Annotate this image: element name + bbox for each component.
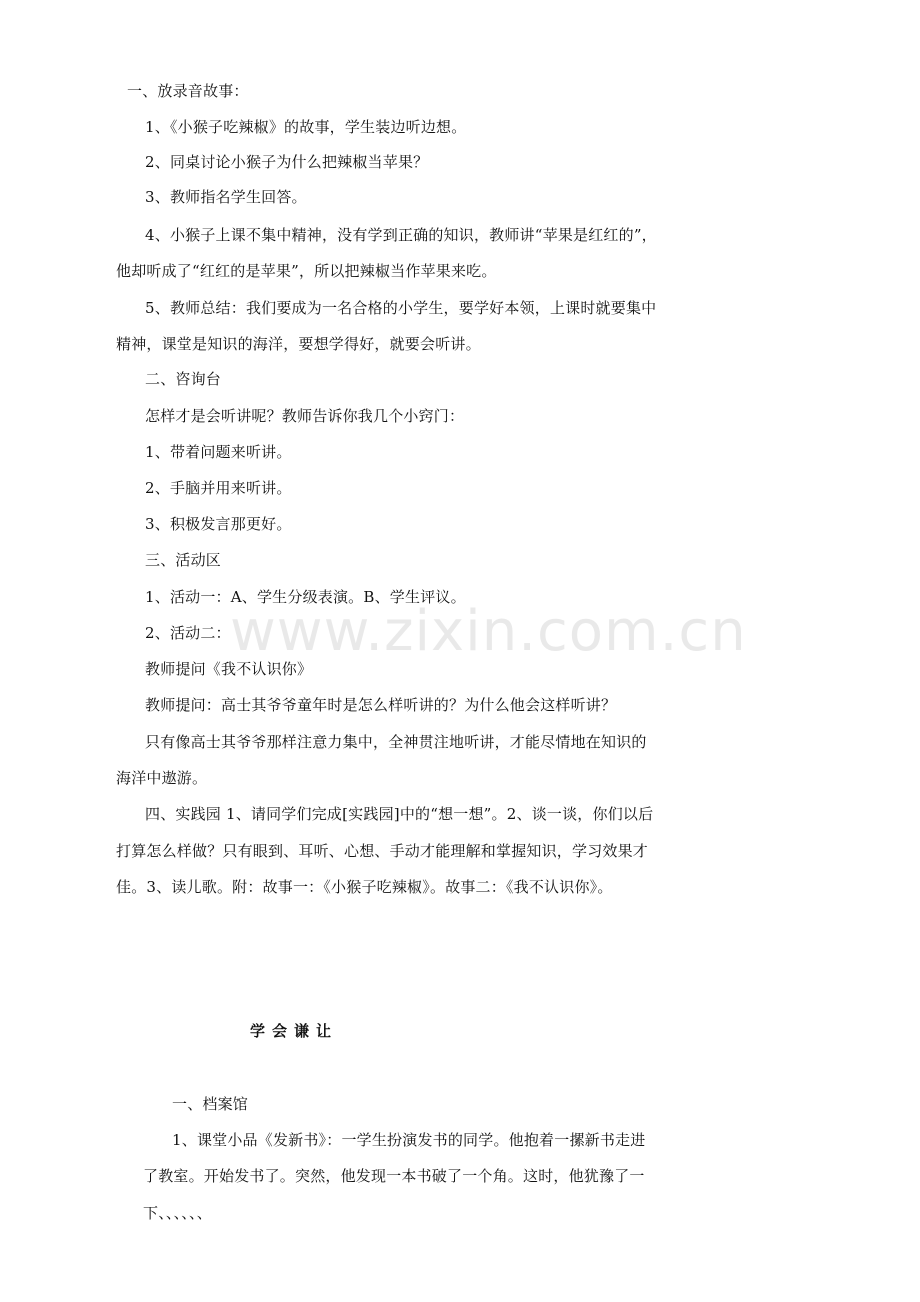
paragraph-line: 四、实践园 1、请同学们完成[实践园]中的“想一想”。2、谈一谈，你们以后: [145, 805, 654, 823]
watermark: www.zixin.com.cn: [230, 599, 747, 664]
heading-listen-story: 一、放录音故事：: [127, 82, 249, 100]
paragraph-line: 1、课堂小品《发新书》：一学生扮演发书的同学。他抱着一摞新书走进: [172, 1131, 646, 1149]
heading-archive: 一、档案馆: [172, 1095, 249, 1113]
paragraph-line: 下、、、、、、: [143, 1204, 212, 1222]
paragraph-line: 了教室。开始发书了。突然，他发现一本书破了一个角。这时，他犹豫了一: [143, 1167, 645, 1185]
list-item: 1、活动一：A、学生分级表演。B、学生评议。: [145, 588, 466, 606]
list-item: 1、带着问题来听讲。: [145, 443, 292, 461]
heading-activity-area: 三、活动区: [145, 551, 222, 569]
paragraph-line: 只有像高士其爷爷那样注意力集中，全神贯注地听讲，才能尽情地在知识的: [145, 733, 647, 751]
paragraph-line: 5、教师总结：我们要成为一名合格的小学生，要学好本领，上课时就要集中: [145, 299, 657, 317]
paragraph-line: 教师提问：高士其爷爷童年时是怎么样听讲的？为什么他会这样听讲？: [145, 696, 617, 714]
paragraph-line: 精神，课堂是知识的海洋，要想学得好，就要会听讲。: [116, 335, 481, 353]
paragraph-line: 海洋中遨游。: [116, 769, 208, 787]
paragraph-line: 打算怎么样做？只有眼到、耳听、心想、手动才能理解和掌握知识，学习效果才: [116, 842, 649, 860]
paragraph-line: 2、同桌讨论小猴子为什么把辣椒当苹果？: [145, 153, 429, 171]
heading-consult-desk: 二、咨询台: [145, 370, 222, 388]
list-item: 3、积极发言那更好。: [145, 515, 292, 533]
paragraph-line: 教师提问《我不认识你》: [145, 660, 313, 678]
paragraph-line: 怎样才是会听讲呢？教师告诉你我几个小窍门：: [145, 407, 465, 425]
list-item: 2、活动二：: [145, 624, 231, 642]
paragraph-line: 佳。3、读儿歌。附：故事一：《小猴子吃辣椒》。故事二：《我不认识你》。: [116, 878, 613, 896]
paragraph-line: 4、小猴子上课不集中精神，没有学到正确的知识，教师讲“苹果是红红的”，: [145, 226, 657, 244]
paragraph-line: 他却听成了“红红的是苹果”，所以把辣椒当作苹果来吃。: [116, 262, 497, 280]
paragraph-line: 3、教师指名学生回答。: [145, 188, 307, 206]
lesson-title: 学会谦让: [250, 1022, 339, 1040]
list-item: 2、手脑并用来听讲。: [145, 479, 292, 497]
paragraph-line: 1、《小猴子吃辣椒》的故事，学生装边听边想。: [145, 118, 467, 136]
